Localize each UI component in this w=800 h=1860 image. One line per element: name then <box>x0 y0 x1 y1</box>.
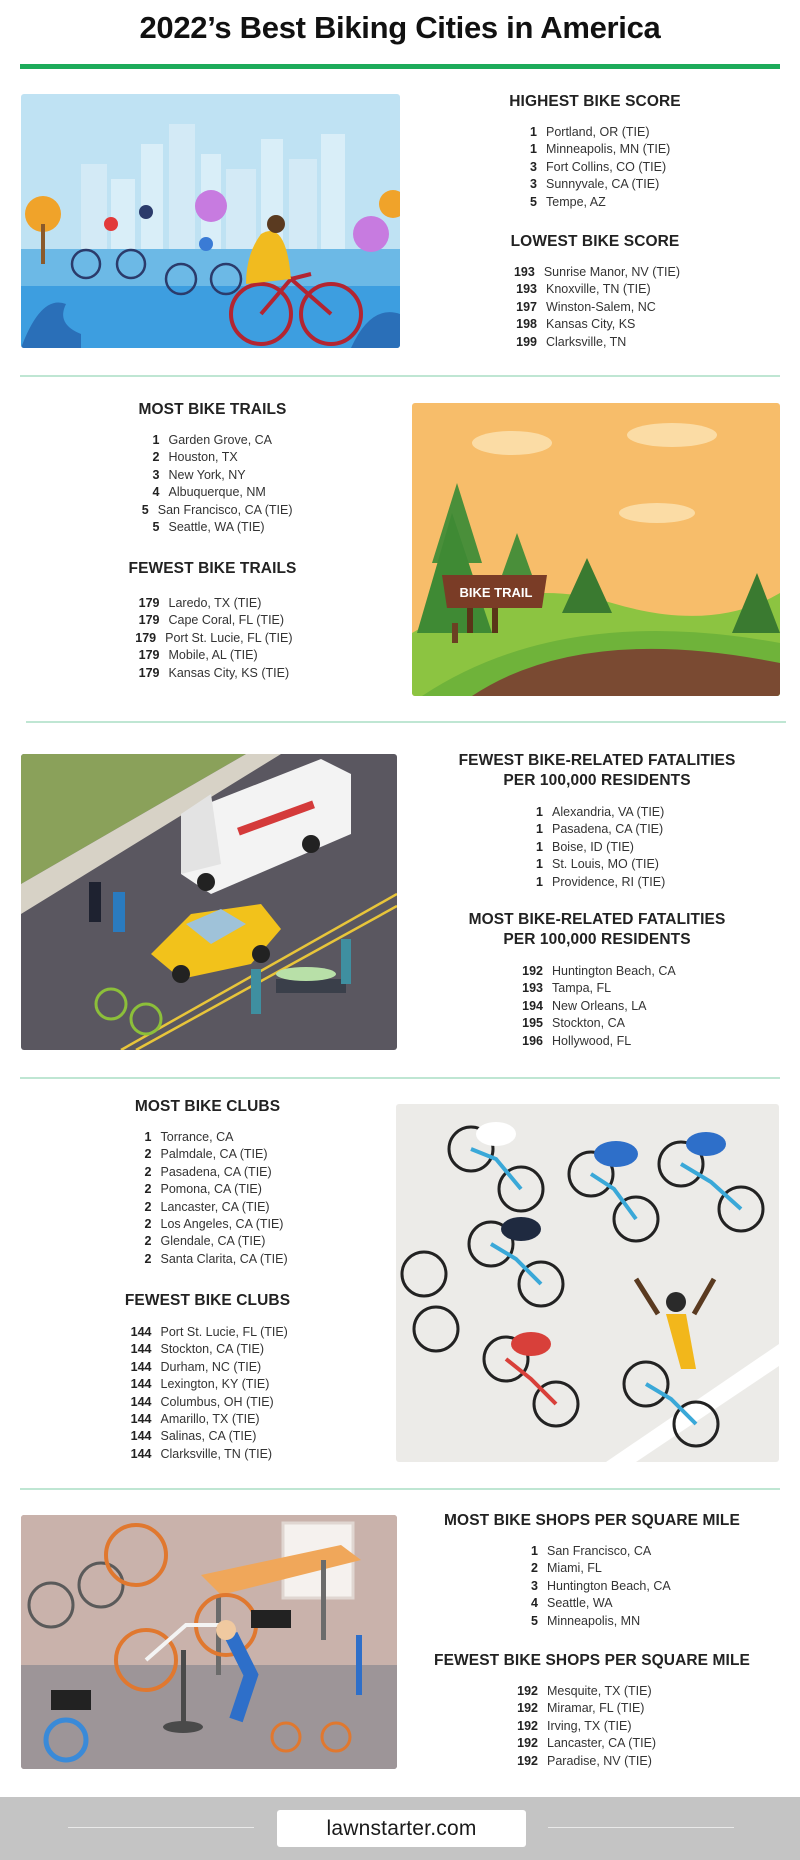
rank-number: 2 <box>144 1147 152 1162</box>
city-name: Minneapolis, MN <box>547 1613 641 1628</box>
list-item <box>125 1394 291 1411</box>
section-divider <box>20 1077 780 1079</box>
city-name: Columbus, OH (TIE) <box>160 1394 274 1409</box>
rank-number: 192 <box>517 1701 538 1716</box>
list-item <box>511 1595 673 1612</box>
list-item <box>511 1718 673 1735</box>
rank-number: 179 <box>138 596 160 610</box>
ranking-list <box>125 1129 291 1268</box>
rank-number: 2 <box>144 1164 152 1179</box>
city-name: Mobile, AL (TIE) <box>168 648 258 663</box>
city-name: Fort Collins, CO (TIE) <box>546 159 667 174</box>
city-name: Seattle, WA (TIE) <box>168 520 265 535</box>
city-name: Miami, FL <box>547 1561 602 1576</box>
rank-number: 5 <box>152 520 160 535</box>
list-item <box>511 1700 673 1717</box>
city-name: Amarillo, TX (TIE) <box>160 1412 260 1427</box>
city-name: Hollywood, FL <box>552 1033 632 1048</box>
rank-number: 2 <box>144 1234 152 1249</box>
section-heading: FEWEST BIKE CLUBS <box>124 1292 291 1309</box>
list-item <box>510 176 680 193</box>
list-item <box>133 647 293 664</box>
list-item <box>133 630 293 647</box>
rank-number: 2 <box>531 1561 538 1576</box>
heading-line: PER 100,000 RESIDENTS <box>503 772 691 789</box>
list-item <box>516 874 678 891</box>
list-item <box>125 1324 291 1341</box>
list-item <box>510 281 680 298</box>
city-name: Tampa, FL <box>552 981 612 996</box>
list-item <box>511 1683 673 1700</box>
section-heading: MOST BIKE CLUBS <box>134 1098 281 1115</box>
city-name: Alexandria, VA (TIE) <box>552 805 665 819</box>
list-item <box>133 595 293 612</box>
rank-number: 1 <box>152 433 160 447</box>
city-name: Boise, ID (TIE) <box>552 839 634 854</box>
rank-number: 2 <box>144 1251 152 1266</box>
rank-number: 5 <box>531 1613 538 1628</box>
fewest-bike-shops-block <box>422 1651 762 1770</box>
city-name: Durham, NC (TIE) <box>160 1359 262 1374</box>
ranking-list <box>510 264 680 351</box>
ranking-list <box>516 804 678 891</box>
city-name: St. Louis, MO (TIE) <box>552 857 659 872</box>
rank-number: 1 <box>536 805 543 819</box>
rank-number: 193 <box>522 981 543 996</box>
city-name: San Francisco, CA (TIE) <box>157 502 293 517</box>
list-item <box>125 1199 291 1216</box>
rank-number: 5 <box>141 502 149 517</box>
city-name: Albuquerque, NM <box>168 485 266 500</box>
city-name: New Orleans, LA <box>552 998 647 1013</box>
rank-number: 193 <box>516 282 537 297</box>
fewest-fatalities-block <box>432 751 762 891</box>
city-name: New York, NY <box>168 467 246 482</box>
rank-number: 144 <box>130 1412 152 1427</box>
rank-number: 194 <box>522 998 543 1013</box>
city-name: Clarksville, TN <box>546 334 627 349</box>
city-name: Laredo, TX (TIE) <box>168 596 262 610</box>
list-item <box>133 502 293 519</box>
list-item <box>125 1129 291 1146</box>
footer-line-left <box>68 1827 254 1828</box>
city-name: San Francisco, CA <box>547 1544 652 1558</box>
rank-number: 196 <box>522 1033 543 1048</box>
rank-number: 179 <box>138 613 160 628</box>
city-name: Miramar, FL (TIE) <box>547 1701 645 1716</box>
city-name: Kansas City, KS <box>546 317 636 332</box>
city-name: Winston-Salem, NC <box>546 299 656 314</box>
heading-line: MOST BIKE-RELATED FATALITIES <box>468 911 726 928</box>
rank-number: 5 <box>530 194 537 209</box>
city-name: Pasadena, CA (TIE) <box>160 1164 272 1179</box>
footer-line-right <box>548 1827 734 1828</box>
rank-number: 1 <box>536 857 543 872</box>
list-item <box>125 1146 291 1163</box>
most-bike-shops-block <box>422 1511 762 1630</box>
list-item <box>125 1164 291 1181</box>
rank-number: 1 <box>536 839 543 854</box>
city-name: Lancaster, CA (TIE) <box>547 1736 657 1751</box>
section-heading: MOST BIKE SHOPS PER SQUARE MILE <box>444 1512 740 1529</box>
list-item <box>510 264 680 281</box>
list-item <box>511 1613 673 1630</box>
list-item <box>125 1359 291 1376</box>
section-divider <box>20 1488 780 1490</box>
rank-number: 2 <box>144 1182 152 1197</box>
rank-number: 2 <box>144 1199 152 1214</box>
city-name: Santa Clarita, CA (TIE) <box>160 1251 288 1266</box>
city-name: Glendale, CA (TIE) <box>160 1234 266 1249</box>
city-name: Knoxville, TN (TIE) <box>546 282 651 297</box>
rank-number: 2 <box>152 450 160 465</box>
most-fatalities-block <box>432 910 762 1050</box>
rank-number: 1 <box>530 125 537 139</box>
city-name: Huntington Beach, CA <box>547 1578 671 1593</box>
page-title: 2022’s Best Biking Cities in America <box>139 10 661 45</box>
city-name: Mesquite, TX (TIE) <box>547 1684 652 1698</box>
list-item <box>516 804 678 821</box>
brand-link[interactable]: lawnstarter.com <box>277 1810 526 1847</box>
city-name: Sunrise Manor, NV (TIE) <box>543 265 680 279</box>
list-item <box>510 124 680 141</box>
rank-number: 4 <box>152 485 160 500</box>
rank-number: 199 <box>516 334 537 349</box>
list-item <box>516 963 678 980</box>
list-item <box>516 980 678 997</box>
rank-number: 1 <box>531 1544 538 1558</box>
rank-number: 179 <box>138 648 160 663</box>
list-item <box>133 484 293 501</box>
list-item <box>510 299 680 316</box>
list-item <box>125 1341 291 1358</box>
rank-number: 195 <box>522 1016 543 1031</box>
rank-number: 144 <box>130 1377 152 1392</box>
rank-number: 1 <box>536 822 543 837</box>
list-item <box>125 1446 291 1463</box>
rank-number: 3 <box>531 1578 538 1593</box>
rank-number: 3 <box>530 159 537 174</box>
city-name: Port St. Lucie, FL (TIE) <box>160 1325 288 1339</box>
city-name: Lexington, KY (TIE) <box>160 1377 270 1392</box>
list-item <box>510 194 680 211</box>
section-heading: LOWEST BIKE SCORE <box>510 233 680 250</box>
rank-number: 192 <box>522 964 543 978</box>
accident-scene-illustration <box>21 754 397 1050</box>
list-item <box>133 519 293 536</box>
city-name: Pasadena, CA (TIE) <box>552 822 664 837</box>
section-heading: HIGHEST BIKE SCORE <box>509 93 681 110</box>
bike-shop-illustration <box>21 1515 397 1769</box>
ranking-list <box>510 124 680 211</box>
rank-number: 3 <box>152 467 160 482</box>
section-heading: MOST BIKE TRAILS <box>138 401 287 418</box>
ranking-list <box>133 432 293 536</box>
city-name: Clarksville, TN (TIE) <box>160 1446 273 1461</box>
city-name: Tempe, AZ <box>546 194 606 209</box>
title-underline <box>20 64 780 69</box>
city-name: Houston, TX <box>168 450 238 465</box>
list-item <box>133 665 293 682</box>
city-cyclists-illustration <box>21 94 400 348</box>
rank-number: 3 <box>530 177 537 192</box>
rank-number: 2 <box>144 1217 152 1232</box>
city-name: Stockton, CA <box>552 1016 625 1031</box>
list-item <box>133 612 293 629</box>
city-name: Salinas, CA (TIE) <box>160 1429 257 1444</box>
city-name: Huntington Beach, CA <box>552 964 676 978</box>
rank-number: 144 <box>130 1342 152 1357</box>
list-item <box>133 467 293 484</box>
rank-number: 1 <box>530 142 537 157</box>
ranking-list <box>516 963 678 1050</box>
lowest-bike-score-block <box>440 232 750 351</box>
rank-number: 4 <box>531 1596 538 1611</box>
section-heading: FEWEST BIKE SHOPS PER SQUARE MILE <box>434 1652 750 1669</box>
list-item <box>125 1251 291 1268</box>
city-name: Los Angeles, CA (TIE) <box>160 1217 284 1232</box>
section-heading: FEWEST BIKE TRAILS <box>128 560 297 577</box>
list-item <box>125 1181 291 1198</box>
list-item <box>516 821 678 838</box>
city-name: Minneapolis, MN (TIE) <box>546 142 671 157</box>
list-item <box>125 1233 291 1250</box>
section-heading <box>432 751 762 791</box>
list-item <box>510 141 680 158</box>
city-name: Garden Grove, CA <box>168 433 273 447</box>
ranking-list <box>511 1543 673 1630</box>
rank-number: 144 <box>130 1429 152 1444</box>
list-item <box>510 316 680 333</box>
city-name: Port St. Lucie, FL (TIE) <box>165 630 293 645</box>
city-name: Paradise, NV (TIE) <box>547 1753 652 1768</box>
fewest-bike-trails-block <box>60 559 365 682</box>
rank-number: 192 <box>517 1736 538 1751</box>
list-item <box>516 856 678 873</box>
list-item <box>516 1015 678 1032</box>
section-heading <box>432 910 762 950</box>
city-name: Seattle, WA <box>547 1596 613 1611</box>
list-item <box>511 1578 673 1595</box>
list-item <box>511 1543 673 1560</box>
list-item <box>516 839 678 856</box>
list-item <box>125 1216 291 1233</box>
city-name: Palmdale, CA (TIE) <box>160 1147 268 1162</box>
highest-bike-score-block <box>440 92 750 211</box>
ranking-list <box>125 1324 291 1463</box>
section-divider <box>26 721 786 723</box>
list-item <box>125 1376 291 1393</box>
rank-number: 1 <box>144 1130 152 1144</box>
list-item <box>125 1411 291 1428</box>
city-name: Irving, TX (TIE) <box>547 1718 632 1733</box>
ranking-list <box>133 595 293 682</box>
city-name: Stockton, CA (TIE) <box>160 1342 265 1357</box>
list-item <box>133 432 293 449</box>
list-item <box>125 1428 291 1445</box>
rank-number: 144 <box>130 1394 152 1409</box>
rank-number: 192 <box>517 1684 538 1698</box>
rank-number: 179 <box>135 630 157 645</box>
racing-cyclists-illustration <box>396 1104 779 1462</box>
rank-number: 192 <box>517 1753 538 1768</box>
city-name: Providence, RI (TIE) <box>552 874 666 889</box>
footer-bar <box>0 1797 800 1860</box>
most-bike-trails-block <box>60 400 365 536</box>
rank-number: 144 <box>130 1446 152 1461</box>
city-name: Portland, OR (TIE) <box>546 125 650 139</box>
list-item <box>511 1735 673 1752</box>
rank-number: 197 <box>516 299 537 314</box>
rank-number: 192 <box>517 1718 538 1733</box>
city-name: Pomona, CA (TIE) <box>160 1182 262 1197</box>
city-name: Cape Coral, FL (TIE) <box>168 613 285 628</box>
list-item <box>511 1753 673 1770</box>
rank-number: 198 <box>516 317 537 332</box>
city-name: Lancaster, CA (TIE) <box>160 1199 270 1214</box>
rank-number: 144 <box>130 1359 152 1374</box>
trail-sign-text: BIKE TRAIL <box>459 585 533 600</box>
city-name: Torrance, CA <box>160 1130 234 1144</box>
heading-line: FEWEST BIKE-RELATED FATALITIES <box>458 752 736 769</box>
most-bike-clubs-block <box>55 1097 360 1268</box>
list-item <box>516 998 678 1015</box>
list-item <box>511 1560 673 1577</box>
list-item <box>516 1033 678 1050</box>
city-name: Kansas City, KS (TIE) <box>168 665 290 680</box>
city-name: Sunnyvale, CA (TIE) <box>546 177 660 192</box>
list-item <box>133 449 293 466</box>
heading-line: PER 100,000 RESIDENTS <box>503 931 691 948</box>
bike-trail-illustration <box>412 403 780 696</box>
list-item <box>510 159 680 176</box>
rank-number: 144 <box>130 1325 152 1339</box>
section-divider <box>20 375 780 377</box>
rank-number: 1 <box>536 874 543 889</box>
list-item <box>510 334 680 351</box>
rank-number: 179 <box>138 665 160 680</box>
ranking-list <box>511 1683 673 1770</box>
fewest-bike-clubs-block <box>55 1291 360 1463</box>
rank-number: 193 <box>513 265 535 279</box>
